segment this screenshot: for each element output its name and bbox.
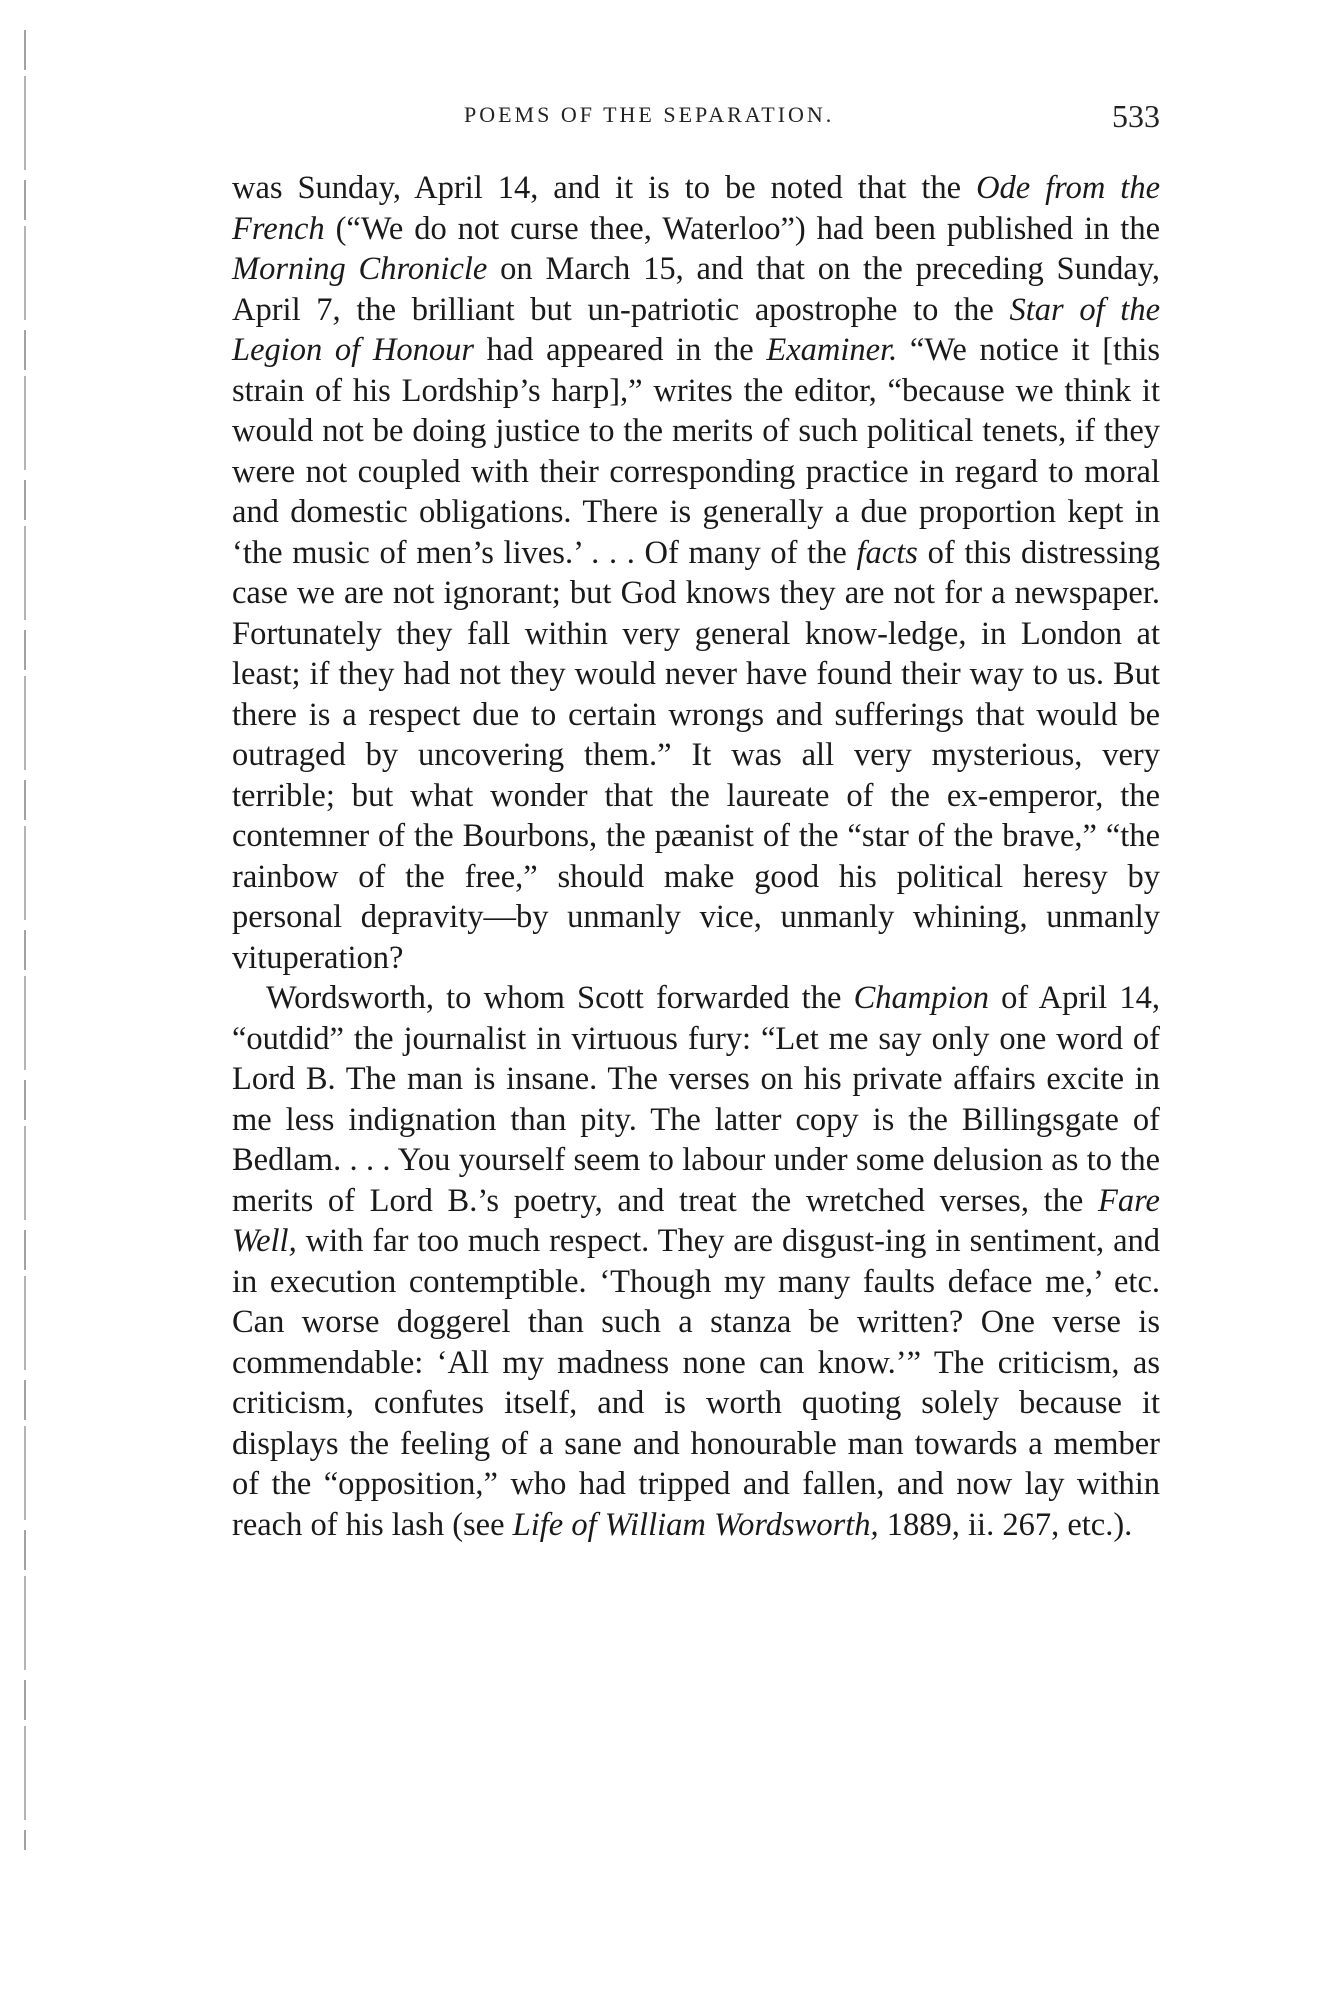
text-run: “We notice it [this strain of his Lordship’s harp],” writes the editor, “because we think it would not be doing justice to the merits of such political tenets, if they were not coupled with their corresponding practice in regard to moral and domestic obligations. There is generally a due proportion kept in ‘the music of men’s lives.’ . . . Of many of the [232,332,1160,571]
text-run: on March 15, and that on the preceding Sunday, April 7, the brilliant but un-patriotic apostrophe to the [232,251,1161,328]
italic-title: Fare Well, [232,1182,1160,1259]
text-run: of this distressing case we are not ignorant; but God knows they are not for a newspaper. Fortunately they fall within very general know-ledge, in London at least; if they had not they would never have found their way to us. But there is a respect due to certain wrongs and sufferings that would be outraged by uncovering them.” It was all very mysterious, very terrible; but what wonder that the laureate of the ex-emperor, the contemner of the Bourbons, the pæanist of the “star of the brave,” “the rainbow of the free,” should make good his political heresy by personal depravity—by unmanly vice, unmanly whining, unmanly vituperation? [232,534,1161,976]
paragraph [232,978,1160,1545]
text-run: 1889, ii. 267, etc.). [878,1506,1133,1543]
text-run: was Sunday, April 14, and it is to be noted that the [232,170,977,206]
text-run: with far too much respect. They are disgust-ing in sentiment, and in execution contemptible. ‘Though my many faults deface me,’ etc. Can worse doggerel than such a stanza be written? One verse is commendable: ‘All my madness none can know.’” The criticism, as criticism, confutes itself, and is worth quoting solely because it displays the feeling of a sane and honourable man towards a member of the “opposition,” who had tripped and fallen, and now lay within reach of his lash (see [232,1223,1160,1543]
text-run: had appeared in the [473,332,767,368]
italic-title: facts [856,534,918,571]
italic-title: Star of the Legion of Honour [232,291,1160,368]
text-run: of April 14, “outdid” the journalist in virtuous fury: “Let me say only one word of Lord B. The man is insane. The verses on his private affairs excite in me less indignation than pity. The latter copy is the Billingsgate of Bedlam. . . . You yourself seem to labour under some delusion as to the merits of Lord B.’s poetry, and treat the wretched verses, the [232,980,1160,1219]
body-text [232,168,1160,1545]
italic-title: Life of William Wordsworth, [512,1506,879,1543]
running-title: POEMS OF THE SEPARATION. [464,102,835,127]
page-header [232,98,1160,138]
italic-title: Examiner. [766,332,898,368]
binding-edge [24,30,26,1850]
italic-title: Champion [853,980,989,1016]
italic-title: Morning Chronicle [232,251,488,287]
text-run: Wordsworth, to whom Scott forwarded the [266,980,854,1016]
text-run: (“We do not curse thee, Waterloo”) had been published in the [324,210,1160,247]
page-number: 533 [1112,98,1160,134]
italic-title: Ode from the French [232,170,1160,247]
paragraph [232,168,1160,978]
